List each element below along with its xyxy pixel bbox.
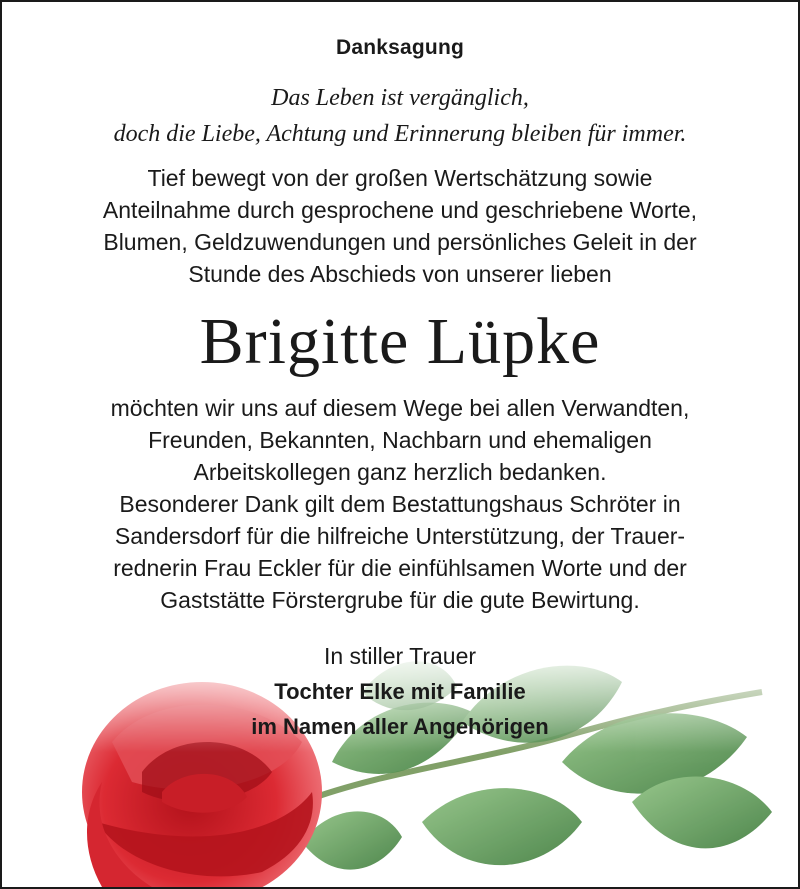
signature <box>2 674 798 744</box>
signature-line: im Namen aller Angehörigen <box>251 714 549 739</box>
intro-line: Blumen, Geldzuwendungen und persönliches Geleit in der <box>103 229 697 255</box>
signature-line: Tochter Elke mit Familie <box>274 679 526 704</box>
motto-line: doch die Liebe, Achtung und Erinnerung bleiben für immer. <box>113 121 687 147</box>
thanks-paragraph <box>2 392 798 616</box>
thanks-line: Sandersdorf für die hilfreiche Unterstützung, der Trauer- <box>114 523 686 549</box>
intro-paragraph <box>2 162 798 290</box>
thanks-line: Arbeitskollegen ganz herzlich bedanken. <box>193 459 607 485</box>
intro-line: Tief bewegt von der großen Wertschätzung sowie <box>147 165 653 191</box>
thanks-line: möchten wir uns auf diesem Wege bei allen Verwandten, <box>110 395 690 421</box>
thanks-line: Besonderer Dank gilt dem Bestattungshaus Schröter in <box>119 491 681 517</box>
motto <box>2 80 798 152</box>
motto-line: Das Leben ist vergänglich, <box>271 85 529 111</box>
thanks-line: rednerin Frau Eckler für die einfühlsamen Worte und der <box>113 555 687 581</box>
notice-heading: Danksagung <box>335 36 465 59</box>
thanks-line: Freunden, Bekannten, Nachbarn und ehemaligen <box>148 427 652 453</box>
closing-phrase: In stiller Trauer <box>323 643 477 669</box>
intro-line: Anteilnahme durch gesprochene und geschriebene Worte, <box>102 197 698 223</box>
intro-line: Stunde des Abschieds von unserer lieben <box>188 261 612 287</box>
deceased-name: Brigitte Lüpke <box>199 305 601 378</box>
thanks-line: Gaststätte Förstergrube für die gute Bewirtung. <box>160 587 640 613</box>
